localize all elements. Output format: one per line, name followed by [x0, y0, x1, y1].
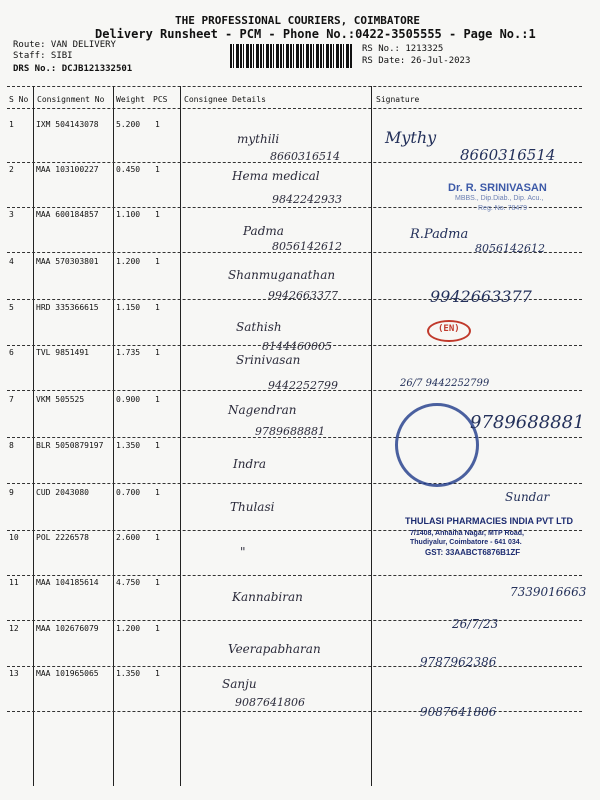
- row-consignment-no: MAA 600184857: [36, 210, 99, 219]
- row-serial: 11: [9, 578, 19, 587]
- row-weight: 0.450: [116, 165, 141, 174]
- doctor-stamp-reg: Reg. No. 78479: [478, 205, 528, 212]
- company-seal: [395, 403, 479, 487]
- barcode-image: [230, 44, 352, 68]
- row-serial: 1: [9, 120, 14, 129]
- signature-phone: 26/7 9442252799: [400, 378, 490, 389]
- row-pcs: 1: [155, 669, 160, 678]
- row-serial: 13: [9, 669, 19, 678]
- signature-phone: 9787962386: [420, 655, 497, 669]
- consignee-name: Indra: [233, 457, 267, 471]
- signature-date: 26/7/23: [452, 617, 499, 631]
- consignee-name: Veerapabharan: [228, 642, 321, 656]
- signature-scribble: R.Padma: [410, 227, 469, 242]
- row-weight: 5.200: [116, 120, 141, 129]
- consignee-name: Padma: [243, 224, 284, 238]
- staff-label: Staff: SIBI: [13, 51, 73, 61]
- consignee-phone: 8144460005: [262, 340, 332, 353]
- consignee-phone: 9942663377: [268, 289, 338, 302]
- pharmacy-stamp-address: 7/1408, Annaiha Nagar, MTP Road,: [410, 530, 524, 537]
- consignee-phone: 9442252799: [268, 379, 338, 392]
- column-header: Consignment No: [37, 95, 105, 104]
- row-weight: 4.750: [116, 578, 141, 587]
- row-pcs: 1: [155, 348, 160, 357]
- row-consignment-no: POL 2226578: [36, 533, 89, 542]
- consignee-name: Hema medical: [232, 169, 320, 183]
- pharmacy-stamp-address: Thudiyalur, Coimbatore - 641 034.: [410, 539, 522, 546]
- row-pcs: 1: [155, 578, 160, 587]
- consignee-phone: 8056142612: [272, 240, 342, 253]
- column-divider: [180, 86, 181, 786]
- row-weight: 1.200: [116, 624, 141, 633]
- row-consignment-no: CUD 2043080: [36, 488, 89, 497]
- row-pcs: 1: [155, 624, 160, 633]
- row-serial: 10: [9, 533, 19, 542]
- doctor-stamp-name: Dr. R. SRINIVASAN: [448, 182, 547, 194]
- row-divider: [7, 390, 582, 391]
- row-consignment-no: IXM 504143078: [36, 120, 99, 129]
- row-serial: 9: [9, 488, 14, 497]
- signature-phone: 8660316514: [460, 146, 556, 164]
- row-pcs: 1: [155, 395, 160, 404]
- consignee-phone: 8660316514: [270, 150, 340, 163]
- consignee-name: Srinivasan: [236, 353, 301, 367]
- row-weight: 1.350: [116, 441, 141, 450]
- row-serial: 5: [9, 303, 14, 312]
- doctor-stamp-qualification: MBBS., Dip.Diab., Dip. Acu.,: [455, 195, 544, 202]
- row-weight: 0.700: [116, 488, 141, 497]
- column-header: Signature: [376, 95, 420, 104]
- row-pcs: 1: [155, 165, 160, 174]
- row-serial: 12: [9, 624, 19, 633]
- column-divider: [33, 86, 34, 786]
- row-pcs: 1: [155, 210, 160, 219]
- row-weight: 1.350: [116, 669, 141, 678]
- header-divider: [7, 86, 582, 87]
- pharmacy-stamp-name: THULASI PHARMACIES INDIA PVT LTD: [405, 516, 573, 526]
- signature-phone: 9942663377: [430, 287, 532, 306]
- row-divider: [7, 483, 582, 484]
- rs-date: RS Date: 26-Jul-2023: [362, 56, 471, 66]
- annotation-text: (EN): [438, 324, 460, 334]
- row-pcs: 1: [155, 303, 160, 312]
- row-consignment-no: HRD 335366615: [36, 303, 99, 312]
- runsheet-subtitle: Delivery Runsheet - PCM - Phone No.:0422-3505555 - Page No.:1: [95, 27, 536, 41]
- row-serial: 8: [9, 441, 14, 450]
- consignee-name: Sathish: [236, 320, 282, 334]
- drs-number: DRS No.: DCJB121332501: [13, 64, 133, 74]
- row-consignment-no: BLR 5050879197: [36, 441, 104, 450]
- column-divider: [113, 86, 114, 786]
- row-divider: [7, 437, 582, 438]
- row-serial: 3: [9, 210, 14, 219]
- row-weight: 1.150: [116, 303, 141, 312]
- consignee-phone: 9789688881: [255, 425, 325, 438]
- signature-phone: 7339016663: [510, 585, 587, 599]
- row-weight: 1.735: [116, 348, 141, 357]
- consignee-name: Sanju: [222, 677, 257, 691]
- row-pcs: 1: [155, 257, 160, 266]
- consignee-name: Shanmuganathan: [228, 268, 336, 282]
- row-serial: 6: [9, 348, 14, 357]
- row-pcs: 1: [155, 441, 160, 450]
- row-weight: 1.200: [116, 257, 141, 266]
- signature-phone: 9087641806: [420, 705, 497, 719]
- row-weight: 2.600: [116, 533, 141, 542]
- consignee-name: Kannabiran: [232, 590, 303, 604]
- row-consignment-no: MAA 101965065: [36, 669, 99, 678]
- column-header: Weight: [116, 95, 145, 104]
- route-label: Route: VAN DELIVERY: [13, 40, 116, 50]
- row-pcs: 1: [155, 120, 160, 129]
- consignee-name: ": [240, 545, 246, 559]
- row-consignment-no: MAA 104185614: [36, 578, 99, 587]
- row-divider: [7, 345, 582, 346]
- row-pcs: 1: [155, 488, 160, 497]
- consignee-phone: 9087641806: [235, 696, 305, 709]
- row-consignment-no: MAA 570303801: [36, 257, 99, 266]
- row-consignment-no: VKM 505525: [36, 395, 85, 404]
- company-title: THE PROFESSIONAL COURIERS, COIMBATORE: [175, 14, 421, 27]
- signature-phone: 8056142612: [475, 242, 545, 255]
- signature-scribble: Mythy: [385, 128, 437, 147]
- column-header: S No: [9, 95, 29, 104]
- row-weight: 0.900: [116, 395, 141, 404]
- row-consignment-no: MAA 102676079: [36, 624, 99, 633]
- annotation-stamp: [427, 320, 471, 342]
- header-divider: [7, 108, 582, 109]
- column-header: PCS: [153, 95, 168, 104]
- signature-phone: 9789688881: [470, 412, 585, 433]
- consignee-phone: 9842242933: [272, 193, 342, 206]
- signature-scribble: Sundar: [505, 490, 550, 504]
- column-header: Consignee Details: [184, 95, 266, 104]
- row-weight: 1.100: [116, 210, 141, 219]
- consignee-name: Nagendran: [228, 403, 297, 417]
- column-divider: [371, 86, 372, 786]
- row-pcs: 1: [155, 533, 160, 542]
- row-divider: [7, 575, 582, 576]
- row-serial: 4: [9, 257, 14, 266]
- consignee-name: mythili: [237, 132, 280, 146]
- consignee-name: Thulasi: [230, 500, 275, 514]
- row-consignment-no: TVL 9851491: [36, 348, 89, 357]
- pharmacy-stamp-gst: GST: 33AABCT6876B1ZF: [425, 548, 521, 557]
- row-consignment-no: MAA 103100227: [36, 165, 99, 174]
- rs-number: RS No.: 1213325: [362, 44, 444, 54]
- row-serial: 2: [9, 165, 14, 174]
- row-serial: 7: [9, 395, 14, 404]
